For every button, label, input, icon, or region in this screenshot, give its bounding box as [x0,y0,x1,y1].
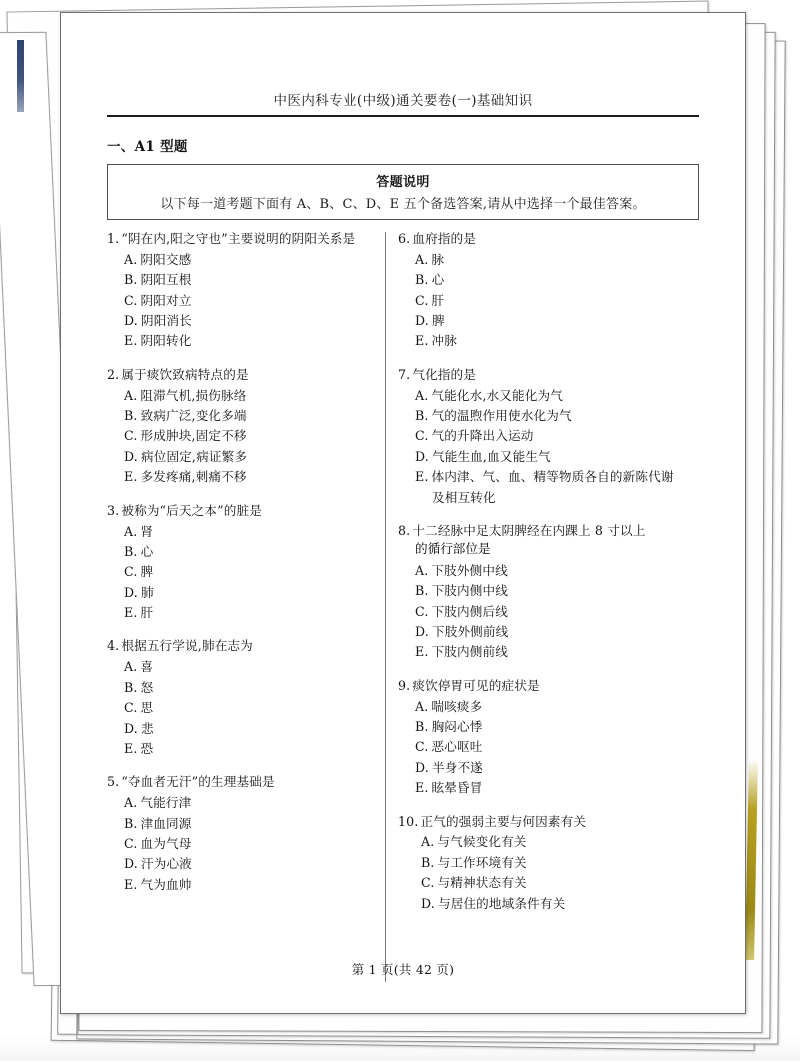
option-letter: D. [124,856,138,872]
option-text: 阴阳转化 [140,333,192,349]
option-item[interactable] [107,542,377,562]
option-letter: B. [124,272,138,288]
option-text: 气的温煦作用使水化为气 [431,408,572,424]
option-letter: D. [421,895,435,911]
option-item[interactable] [107,250,377,270]
option-item[interactable] [398,447,714,467]
option-item[interactable] [398,697,714,717]
option-letter: E. [415,780,429,796]
option-text: 阴阳对立 [140,292,192,308]
option-letter: B. [421,854,435,870]
question-text: 正气的强弱主要与何因素有关 [420,813,587,829]
option-letter: A. [415,698,429,714]
option-item[interactable] [107,603,377,623]
option-item[interactable] [398,291,714,311]
option-text: 下肢外侧前线 [431,623,509,639]
option-list [398,250,714,352]
option-letter: D. [124,720,138,736]
question-text: “阴在内,阳之守也”主要说明的阴阳关系是 [121,231,356,246]
option-text: 心 [431,272,445,288]
option-item[interactable] [107,447,377,467]
option-text: 阴阳交感 [140,251,192,267]
option-letter: B. [124,815,138,831]
question-7 [398,366,714,508]
option-text: 脾 [140,564,154,580]
option-text: 肝 [431,292,445,308]
option-letter: E. [415,469,429,485]
option-letter: C. [124,564,138,580]
option-list [398,832,714,914]
option-item[interactable] [107,875,377,895]
page-content [61,13,745,1013]
question-5 [107,773,377,895]
option-text: 恶心呕吐 [431,739,483,755]
page-footer: 第 1 页(共 42 页) [351,962,455,977]
option-letter: B. [415,583,429,599]
option-text: 多发疼痛,刺痛不移 [140,469,247,485]
exam-page [60,12,746,1014]
question-text: 属于痰饮致病特点的是 [121,366,249,382]
option-item[interactable] [107,562,377,582]
option-letter: E. [124,333,138,349]
option-item[interactable] [107,793,377,813]
option-item[interactable] [398,581,714,601]
option-item[interactable] [398,426,714,446]
option-text: 血为气母 [140,835,192,851]
option-text: 形成肿块,固定不移 [140,428,247,444]
instruction-box [107,164,699,220]
option-item[interactable] [398,642,714,662]
option-letter: C. [124,835,138,851]
option-item[interactable] [107,522,377,542]
question-columns [61,230,745,982]
question-number: 3. [107,502,120,518]
option-list [107,250,377,352]
option-letter: D. [415,759,429,775]
question-stem [107,366,377,384]
option-item[interactable] [398,622,714,642]
option-list [107,793,377,895]
option-item[interactable] [398,853,714,873]
option-item[interactable] [398,467,714,487]
option-item[interactable] [398,331,714,351]
option-letter: A. [124,795,138,811]
option-letter: C. [124,292,138,308]
question-stem [398,366,714,384]
option-text: 阴阳互根 [140,272,192,288]
option-letter: A. [421,834,435,850]
question-3 [107,502,377,624]
option-letter: C. [415,603,429,619]
option-text: 气能化水,水又能化为气 [431,387,563,403]
option-text: 下肢内侧后线 [431,603,508,619]
option-text: 下肢外侧中线 [431,562,508,578]
question-number: 9. [398,677,411,693]
option-letter: A. [415,562,429,578]
option-list [107,522,377,624]
right-question-column [386,230,724,928]
option-item[interactable] [107,291,377,311]
question-text: “夺血者无汗”的生理基础是 [121,774,275,790]
option-item[interactable] [107,467,377,487]
option-text: 气能生血,血又能生气 [431,448,551,464]
question-number: 1. [107,231,120,246]
question-number: 4. [107,638,120,654]
question-text: 痰饮停胃可见的症状是 [412,677,540,693]
option-item[interactable] [107,426,377,446]
question-stem [107,773,377,791]
option-text: 阴阳消长 [140,313,192,329]
option-letter: B. [415,408,429,424]
question-text: 气化指的是 [412,366,477,382]
option-letter: D. [124,584,138,600]
option-item[interactable] [107,678,377,698]
option-text: 津血同源 [140,815,192,831]
option-list [398,697,714,799]
option-letter: C. [124,700,138,716]
option-letter: A. [415,251,429,267]
option-letter: D. [124,448,138,464]
option-text: 体内津、气、血、精等物质各自的新陈代谢 [431,469,674,485]
option-list [107,657,377,759]
question-stem [398,677,714,695]
option-text: 气的升降出入运动 [431,428,534,444]
option-text: 喜 [140,659,154,675]
option-letter: C. [415,292,429,308]
option-item[interactable] [398,778,714,798]
question-number: 7. [398,366,411,382]
question-9 [398,677,714,799]
option-letter: E. [124,605,138,621]
option-letter: B. [124,408,138,424]
option-item[interactable] [107,406,377,426]
option-text: 与工作环境有关 [437,854,527,870]
question-number: 6. [398,231,411,246]
option-item[interactable] [107,854,377,874]
option-text: 与居住的地域条件有关 [437,895,566,911]
question-stem [107,502,377,520]
option-text: 汗为心液 [140,856,192,872]
option-letter: D. [415,623,429,639]
option-letter: D. [415,313,429,329]
option-item[interactable] [107,657,377,677]
question-text: 十二经脉中足太阴脾经在内踝上 8 寸以上 [412,523,646,539]
document-header [107,89,699,117]
option-text: 怒 [140,679,154,695]
option-list [398,561,714,663]
question-number: 10. [398,813,419,829]
header-rule [107,115,699,117]
option-item[interactable] [398,602,714,622]
question-stem [107,637,377,655]
question-1 [107,230,377,352]
option-text: 肺 [140,584,154,600]
option-item[interactable] [398,270,714,290]
option-text: 思 [140,700,154,716]
option-item[interactable] [398,250,714,270]
option-text: 阻滞气机,损伤脉络 [140,387,247,403]
option-item[interactable] [107,719,377,739]
option-list [107,386,377,488]
option-letter: E. [415,333,429,349]
option-letter: A. [124,523,138,539]
option-item[interactable] [398,717,714,737]
option-text-continuation: 及相互转化 [432,489,496,505]
option-item[interactable] [398,311,714,331]
option-item[interactable] [107,386,377,406]
option-text: 眩晕昏冒 [431,780,483,796]
option-letter: C. [415,739,429,755]
question-4 [107,637,377,759]
option-item[interactable] [107,583,377,603]
option-letter: B. [124,679,138,695]
option-item[interactable] [107,739,377,759]
option-text: 致病广泛,变化多端 [140,408,247,424]
question-text: 根据五行学说,肺在志为 [121,638,253,654]
option-item[interactable] [398,561,714,581]
option-letter: D. [415,448,429,464]
option-item[interactable] [398,894,714,914]
option-letter: C. [421,875,435,891]
option-letter: B. [415,272,429,288]
option-item[interactable] [398,758,714,778]
question-2 [107,366,377,488]
option-letter: A. [124,251,138,267]
option-text: 脾 [431,313,445,329]
option-item[interactable] [398,832,714,852]
option-item[interactable] [107,834,377,854]
question-stem [398,813,714,831]
option-text: 脉 [431,251,445,267]
option-item[interactable] [398,406,714,426]
option-text: 悲 [140,720,154,736]
option-text: 胸闷心悸 [431,719,483,735]
option-text: 喘咳痰多 [431,698,483,714]
question-stem [107,230,377,248]
option-text: 与气候变化有关 [437,834,527,850]
question-10 [398,813,714,914]
option-letter: A. [415,387,429,403]
option-letter: E. [124,740,138,756]
option-text: 恐 [140,740,154,756]
option-text: 气为血帅 [140,876,192,892]
option-item[interactable] [107,270,377,290]
blue-spine-tab [17,40,24,112]
question-number: 5. [107,774,120,790]
option-letter: E. [124,876,138,892]
option-item[interactable] [107,698,377,718]
option-text: 冲脉 [431,333,457,349]
option-letter: D. [124,313,138,329]
option-text: 半身不遂 [431,759,483,775]
option-list [398,386,714,508]
instruction-title: 答题说明 [376,175,430,190]
left-question-column [61,230,385,909]
question-8 [398,522,714,663]
option-item[interactable] [107,814,377,834]
option-letter: B. [124,543,138,559]
option-item[interactable] [398,386,714,406]
question-stem [398,522,714,540]
question-6 [398,230,714,352]
question-text: 被称为“后天之本”的脏是 [121,502,262,518]
page-title: 中医内科专业(中级)通关要卷(一)基础知识 [273,93,533,109]
option-item[interactable] [398,873,714,893]
option-letter: C. [124,428,138,444]
option-text: 下肢内侧前线 [431,644,508,660]
option-text: 肾 [140,523,154,539]
question-stem [398,230,714,248]
instruction-body: 以下每一道考题下面有 A、B、C、D、E 五个备选答案,请从中选择一个最佳答案。 [160,197,646,212]
option-text: 下肢内侧中线 [431,583,509,599]
question-number: 2. [107,366,120,382]
option-text: 肝 [140,605,154,621]
section-heading: 一、A1 型题 [107,139,188,155]
option-text: 与精神状态有关 [437,875,527,891]
option-letter: C. [415,428,429,444]
option-letter: B. [415,719,429,735]
question-text: 血府指的是 [412,231,477,246]
option-item[interactable] [398,737,714,757]
option-item[interactable] [107,311,377,331]
option-item[interactable] [107,331,377,351]
option-text: 气能行津 [140,795,192,811]
option-text: 心 [140,543,154,559]
option-letter: A. [124,387,138,403]
question-stem-continuation: 的循行部位是 [415,540,491,556]
question-number: 8. [398,523,411,539]
option-letter: E. [415,644,429,660]
option-text: 病位固定,病证繁多 [140,448,248,464]
option-letter: E. [124,469,138,485]
option-letter: A. [124,659,138,675]
